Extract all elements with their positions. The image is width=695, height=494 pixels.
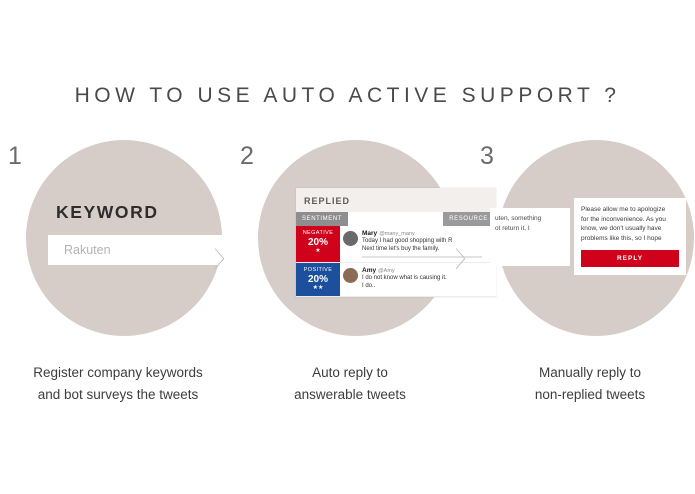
- tweet-text-line2: Next time let's buy the family.: [362, 246, 440, 252]
- reply-text-line4: problems like this, so I hope: [581, 234, 662, 242]
- replied-panel-header: REPLIED: [304, 196, 351, 206]
- sentiment-badge-positive: [296, 263, 340, 296]
- step-1-caption-line1: Register company keywords: [33, 365, 203, 380]
- tweet-author: Mary @many_many: [362, 230, 415, 237]
- avatar: [343, 268, 358, 283]
- reply-text-line2: for the inconvenience. As you: [581, 215, 666, 223]
- sentiment-stars: ★: [315, 248, 321, 254]
- tweet-text-line2: I do..: [362, 283, 376, 289]
- page-title: HOW TO USE AUTO ACTIVE SUPPORT ?: [74, 84, 621, 107]
- reply-compose-panel: [574, 198, 686, 275]
- step-2-number: 2: [240, 142, 254, 170]
- step-2-caption: [230, 362, 470, 406]
- sentiment-percent: 20%: [307, 237, 328, 248]
- tweet-text-line1: I do not know what is causing it.: [362, 275, 447, 281]
- keyword-label: KEYWORD: [56, 202, 159, 222]
- reply-text-line1: Please allow me to apologize: [581, 206, 666, 213]
- step-1-caption-line2: and bot surveys the tweets: [37, 387, 199, 402]
- tab-resource[interactable]: RESOURCE: [443, 212, 494, 226]
- reply-text-line3: know, we don't usually have: [581, 225, 662, 232]
- step-3-caption-line2: non-replied tweets: [534, 387, 646, 402]
- original-tweet-line1: uten, something: [495, 215, 542, 222]
- sentiment-stars: ★★: [312, 285, 324, 291]
- tweet-text-line1: Today I had good shopping with R: [362, 238, 453, 244]
- keyword-input-placeholder: Rakuten: [64, 243, 111, 257]
- step-3-caption-line1: Manually reply to: [538, 365, 642, 380]
- sentiment-label: POSITIVE: [303, 267, 333, 273]
- arrow-2-icon: 〉: [455, 247, 478, 272]
- reply-button[interactable]: REPLY: [581, 250, 679, 267]
- step-1-caption: [0, 362, 238, 406]
- original-tweet-panel: [490, 208, 570, 266]
- keyword-input[interactable]: [48, 235, 223, 265]
- step-3-caption: [470, 362, 695, 406]
- replied-panel-tabs: [296, 212, 496, 226]
- step-2-caption-line2: answerable tweets: [294, 387, 406, 402]
- step-3-number: 3: [480, 142, 494, 170]
- sentiment-label: NEGATIVE: [302, 230, 334, 236]
- original-tweet-line2: ot return it, I: [495, 225, 530, 232]
- arrow-1-icon: 〉: [214, 247, 237, 272]
- tweet-handle: @Amy: [378, 268, 395, 274]
- tweet-handle: @many_many: [379, 231, 415, 237]
- step-1-circle: [26, 140, 222, 336]
- step-1-number: 1: [8, 142, 22, 170]
- step-3-circle: [495, 140, 694, 336]
- avatar: [343, 231, 358, 246]
- step-2-circle: [258, 140, 488, 336]
- sentiment-badge-negative: [296, 226, 340, 262]
- sentiment-percent: 20%: [307, 274, 328, 285]
- tweet-author: Amy @Amy: [362, 267, 395, 274]
- step-2-caption-line1: Auto reply to: [312, 365, 388, 380]
- tab-sentiment[interactable]: SENTIMENT: [296, 212, 348, 226]
